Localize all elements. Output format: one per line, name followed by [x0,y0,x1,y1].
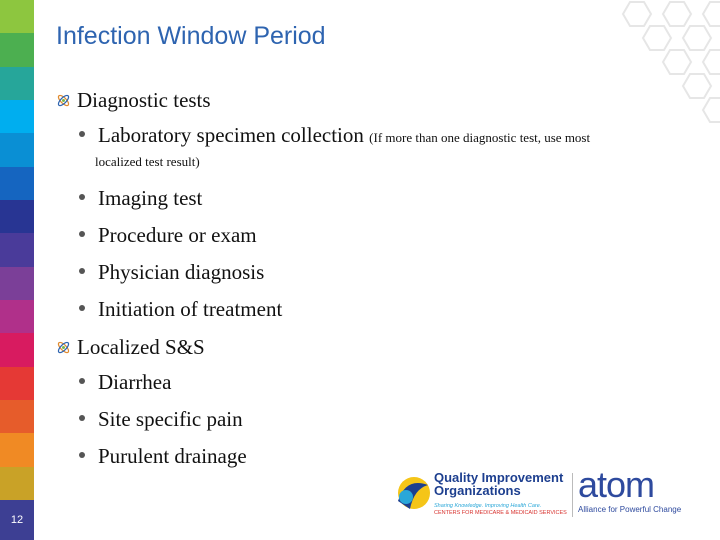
bullet-dot-icon [79,131,85,137]
section-heading-text: Localized S&S [77,334,205,359]
color-band [0,133,34,166]
section-heading-text: Diagnostic tests [77,87,211,112]
bullet-dot-icon [79,415,85,421]
color-band [0,467,34,500]
color-band [0,300,34,333]
list-item-text: Diarrhea [98,370,172,394]
atom-bullet-icon [56,93,71,108]
list-item-text: Laboratory specimen collection [98,123,364,147]
color-band [0,167,34,200]
list-item-note-continued: localized test result) [95,154,200,169]
page-number: 12 [0,500,34,540]
list-item-text: Imaging test [98,186,203,210]
list-item [56,185,696,211]
list-item-text: Purulent drainage [98,444,247,468]
list-item [56,406,696,432]
bullet-dot-icon [79,231,85,237]
section-heading-diagnostic-tests [56,86,696,114]
atom-logo-text: atom [578,464,655,505]
color-band [0,67,34,100]
list-item-note: (If more than one diagnostic test, use most [369,130,591,145]
slide-title: Infection Window Period [56,22,326,50]
qio-logo-line1: Quality Improvement [434,470,564,485]
left-color-strip [0,0,34,540]
color-band [0,0,34,33]
color-band [0,200,34,233]
slide-content [56,86,696,480]
atom-tagline: Alliance for Powerful Change [578,505,682,514]
list-item-text: Site specific pain [98,407,243,431]
qio-logo-text [434,471,563,497]
section-heading-localized-ss [56,333,696,361]
bullet-dot-icon [79,194,85,200]
bullet-dot-icon [79,452,85,458]
footer-logos [390,465,710,525]
color-band [0,100,34,133]
qio-tagline-line1: Sharing Knowledge. Improving Health Care. [434,503,542,509]
qio-tagline-line2: CENTERS FOR MEDICARE & MEDICAID SERVICES [434,510,567,516]
bullet-dot-icon [79,268,85,274]
qio-logo-line2: Organizations [434,483,521,498]
color-band [0,400,34,433]
color-band [0,33,34,66]
list-item-text: Initiation of treatment [98,297,283,321]
list-item [56,122,696,171]
color-band [0,267,34,300]
list-item [56,222,696,248]
bullet-dot-icon [79,378,85,384]
logo-divider [572,473,573,517]
list-item [56,369,696,395]
color-band [0,233,34,266]
list-item [56,259,696,285]
list-item [56,296,696,322]
list-item-text: Physician diagnosis [98,260,265,284]
color-band [0,433,34,466]
qio-logo-icon [392,471,432,515]
bullet-dot-icon [79,305,85,311]
list-item-text: Procedure or exam [98,223,257,247]
qio-tagline [434,503,567,517]
color-band [0,333,34,366]
atom-bullet-icon [56,340,71,355]
color-band [0,367,34,400]
